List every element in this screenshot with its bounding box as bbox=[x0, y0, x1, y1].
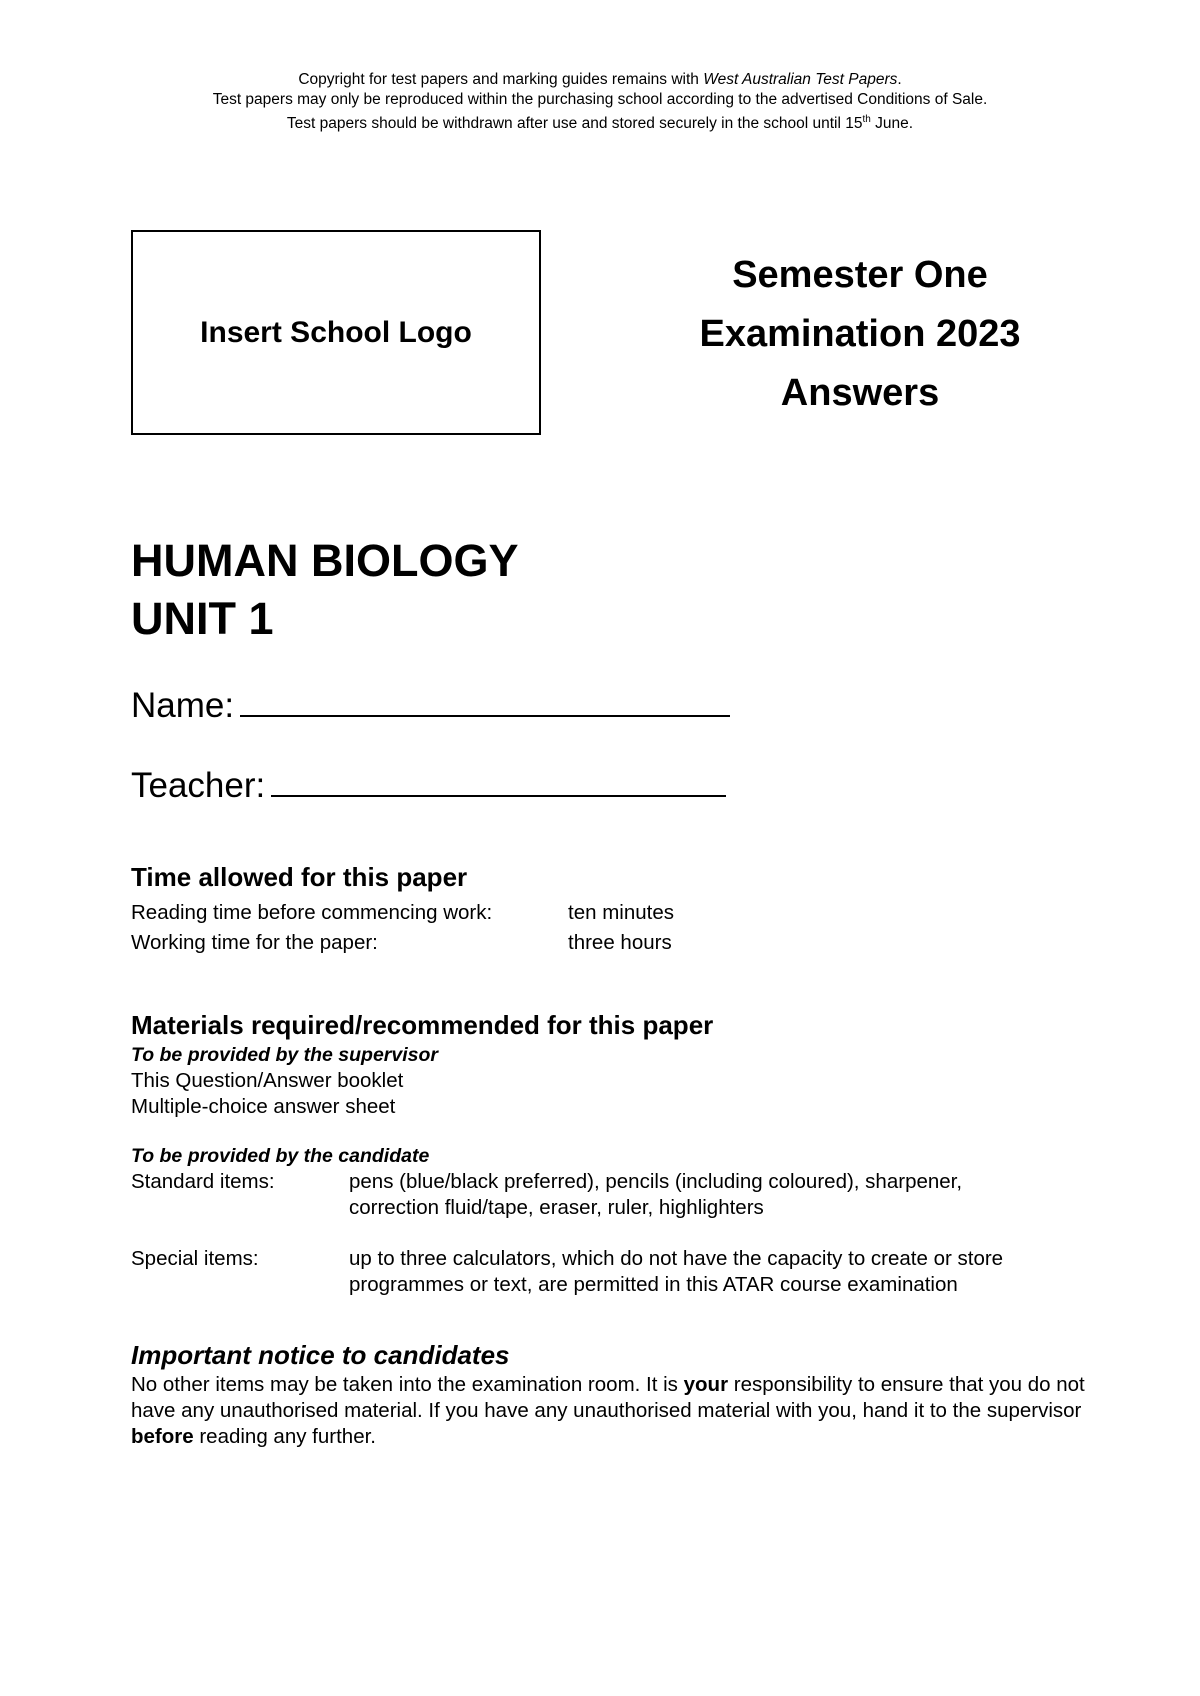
copyright-line-1: Copyright for test papers and marking guides remains with West Australian Test Papers. bbox=[298, 71, 902, 88]
copyright-notice bbox=[0, 70, 1200, 134]
exam-title-line-1: Semester One bbox=[732, 254, 988, 296]
notice-body: No other items may be taken into the examination room. It is your responsibility to ensure that you do not have any unauthorised material. If you have any unauthorised material with you, hand it to the supervisor before reading any further. bbox=[131, 1373, 1085, 1448]
materials-heading: Materials required/recommended for this paper bbox=[131, 1010, 714, 1040]
reading-time-value: ten minutes bbox=[568, 901, 674, 924]
special-items-line-2: programmes or text, are permitted in this ATAR course examination bbox=[349, 1273, 958, 1296]
copyright-line-2: Test papers may only be reproduced within the purchasing school according to the advertised Conditions of Sale. bbox=[212, 91, 988, 108]
standard-items-line-1: pens (blue/black preferred), pencils (including coloured), sharpener, bbox=[349, 1170, 963, 1193]
reading-time-label: Reading time before commencing work: bbox=[131, 901, 493, 924]
exam-title-line-2: Examination 2023 bbox=[699, 313, 1021, 355]
name-field bbox=[131, 685, 730, 726]
candidate-heading: To be provided by the candidate bbox=[131, 1145, 430, 1167]
copyright-line-3: Test papers should be withdrawn after use and stored securely in the school until 15th June. bbox=[286, 114, 914, 133]
special-items-line-1: up to three calculators, which do not have the capacity to create or store bbox=[349, 1247, 1004, 1270]
logo-placeholder-text: Insert School Logo bbox=[200, 315, 472, 349]
subject-unit: UNIT 1 bbox=[131, 593, 274, 644]
teacher-blank bbox=[271, 765, 726, 797]
special-items-label: Special items: bbox=[131, 1247, 259, 1270]
supervisor-item-booklet: This Question/Answer booklet bbox=[131, 1069, 404, 1092]
supervisor-item-answer-sheet: Multiple-choice answer sheet bbox=[131, 1095, 396, 1118]
exam-title bbox=[640, 246, 1080, 423]
subject-title bbox=[131, 532, 519, 648]
emphasis-before: before bbox=[131, 1425, 194, 1448]
exam-title-line-3: Answers bbox=[780, 372, 940, 414]
working-time-label: Working time for the paper: bbox=[131, 931, 378, 954]
standard-items-label: Standard items: bbox=[131, 1170, 275, 1193]
publisher-name: West Australian Test Papers bbox=[703, 71, 898, 88]
name-label: Name: bbox=[131, 686, 235, 725]
time-heading: Time allowed for this paper bbox=[131, 862, 468, 892]
supervisor-heading: To be provided by the supervisor bbox=[131, 1044, 439, 1066]
emphasis-your: your bbox=[683, 1373, 729, 1396]
name-blank bbox=[240, 685, 730, 717]
teacher-field bbox=[131, 765, 726, 806]
working-time-value: three hours bbox=[568, 931, 672, 954]
notice-heading: Important notice to candidates bbox=[131, 1340, 510, 1370]
teacher-label: Teacher: bbox=[131, 766, 266, 805]
subject-name: HUMAN BIOLOGY bbox=[131, 535, 519, 586]
school-logo-placeholder bbox=[131, 230, 541, 435]
standard-items-line-2: correction fluid/tape, eraser, ruler, highlighters bbox=[349, 1196, 764, 1219]
